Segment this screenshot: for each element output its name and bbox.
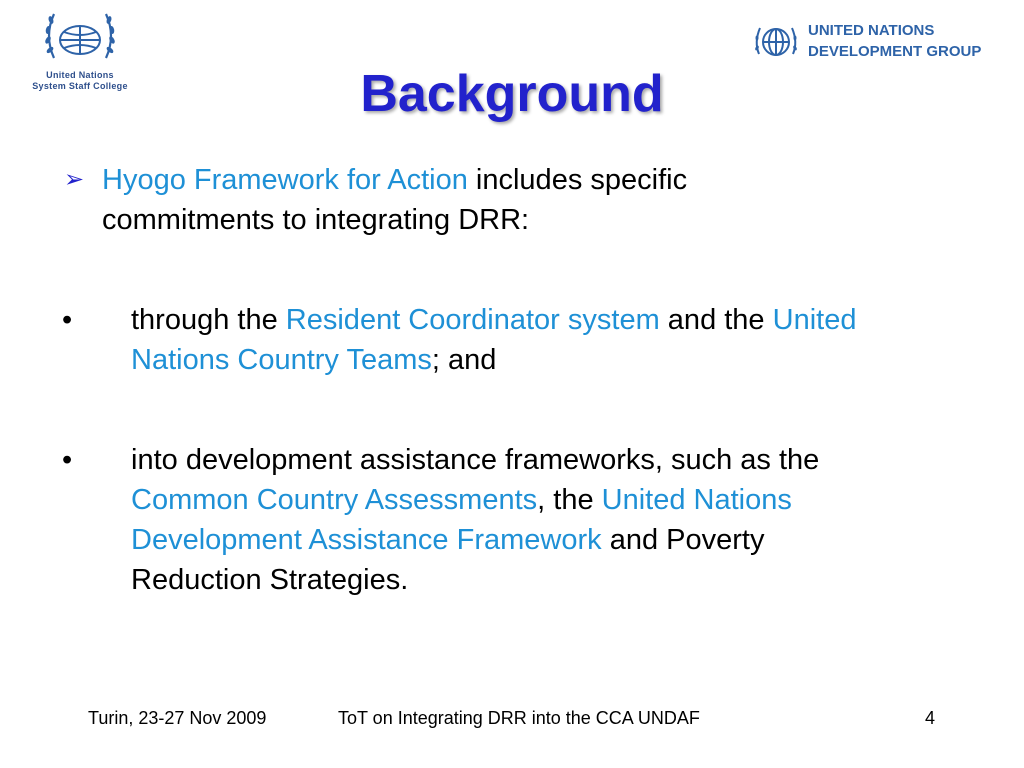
united-highlight: United bbox=[772, 304, 857, 336]
text: ; and bbox=[431, 344, 497, 376]
country-teams-highlight: Nations Country Teams bbox=[131, 344, 432, 376]
bullet-2-line2 bbox=[131, 480, 1001, 520]
arrow-bullet-icon: ➢ bbox=[64, 166, 85, 193]
slide-title: Background bbox=[360, 65, 664, 123]
intro-line2: commitments to integrating DRR: bbox=[102, 204, 530, 236]
intro-line1-rest: includes specific bbox=[467, 164, 688, 196]
undg-line1: UNITED NATIONS bbox=[808, 22, 935, 39]
hyogo-framework-highlight: Hyogo Framework for Action bbox=[102, 164, 468, 196]
undg-line2: DEVELOPMENT GROUP bbox=[808, 43, 982, 60]
bullet-2-text bbox=[131, 440, 1001, 600]
undaf-highlight: Development Assistance Framework bbox=[131, 524, 602, 556]
unssc-caption-line1: United Nations bbox=[46, 70, 114, 80]
footer-title: ToT on Integrating DRR into the CCA UNDAF bbox=[338, 708, 700, 728]
bullet-2-marker: • bbox=[62, 444, 73, 476]
footer-date: Turin, 23-27 Nov 2009 bbox=[88, 708, 267, 728]
footer-page-number: 4 bbox=[925, 708, 936, 728]
text: and the bbox=[659, 304, 773, 336]
bullet-1-text bbox=[131, 300, 1001, 380]
resident-coordinator-highlight: Resident Coordinator system bbox=[285, 304, 660, 336]
bullet-1-line2 bbox=[131, 340, 1001, 380]
intro-line1 bbox=[102, 160, 862, 200]
bullet-1-marker: • bbox=[62, 304, 73, 336]
united-nations-highlight: United Nations bbox=[601, 484, 792, 516]
text: through the bbox=[131, 304, 286, 336]
bullet-2-line1: into development assistance frameworks, such as the bbox=[131, 444, 820, 476]
bullet-2-line4: Reduction Strategies. bbox=[131, 564, 409, 596]
cca-highlight: Common Country Assessments bbox=[131, 484, 538, 516]
text: and Poverty bbox=[601, 524, 765, 556]
bullet-2-line3 bbox=[131, 520, 1001, 560]
bullet-1-line1 bbox=[131, 300, 1001, 340]
unssc-caption-line2: System Staff College bbox=[32, 81, 128, 91]
text: , the bbox=[537, 484, 602, 516]
